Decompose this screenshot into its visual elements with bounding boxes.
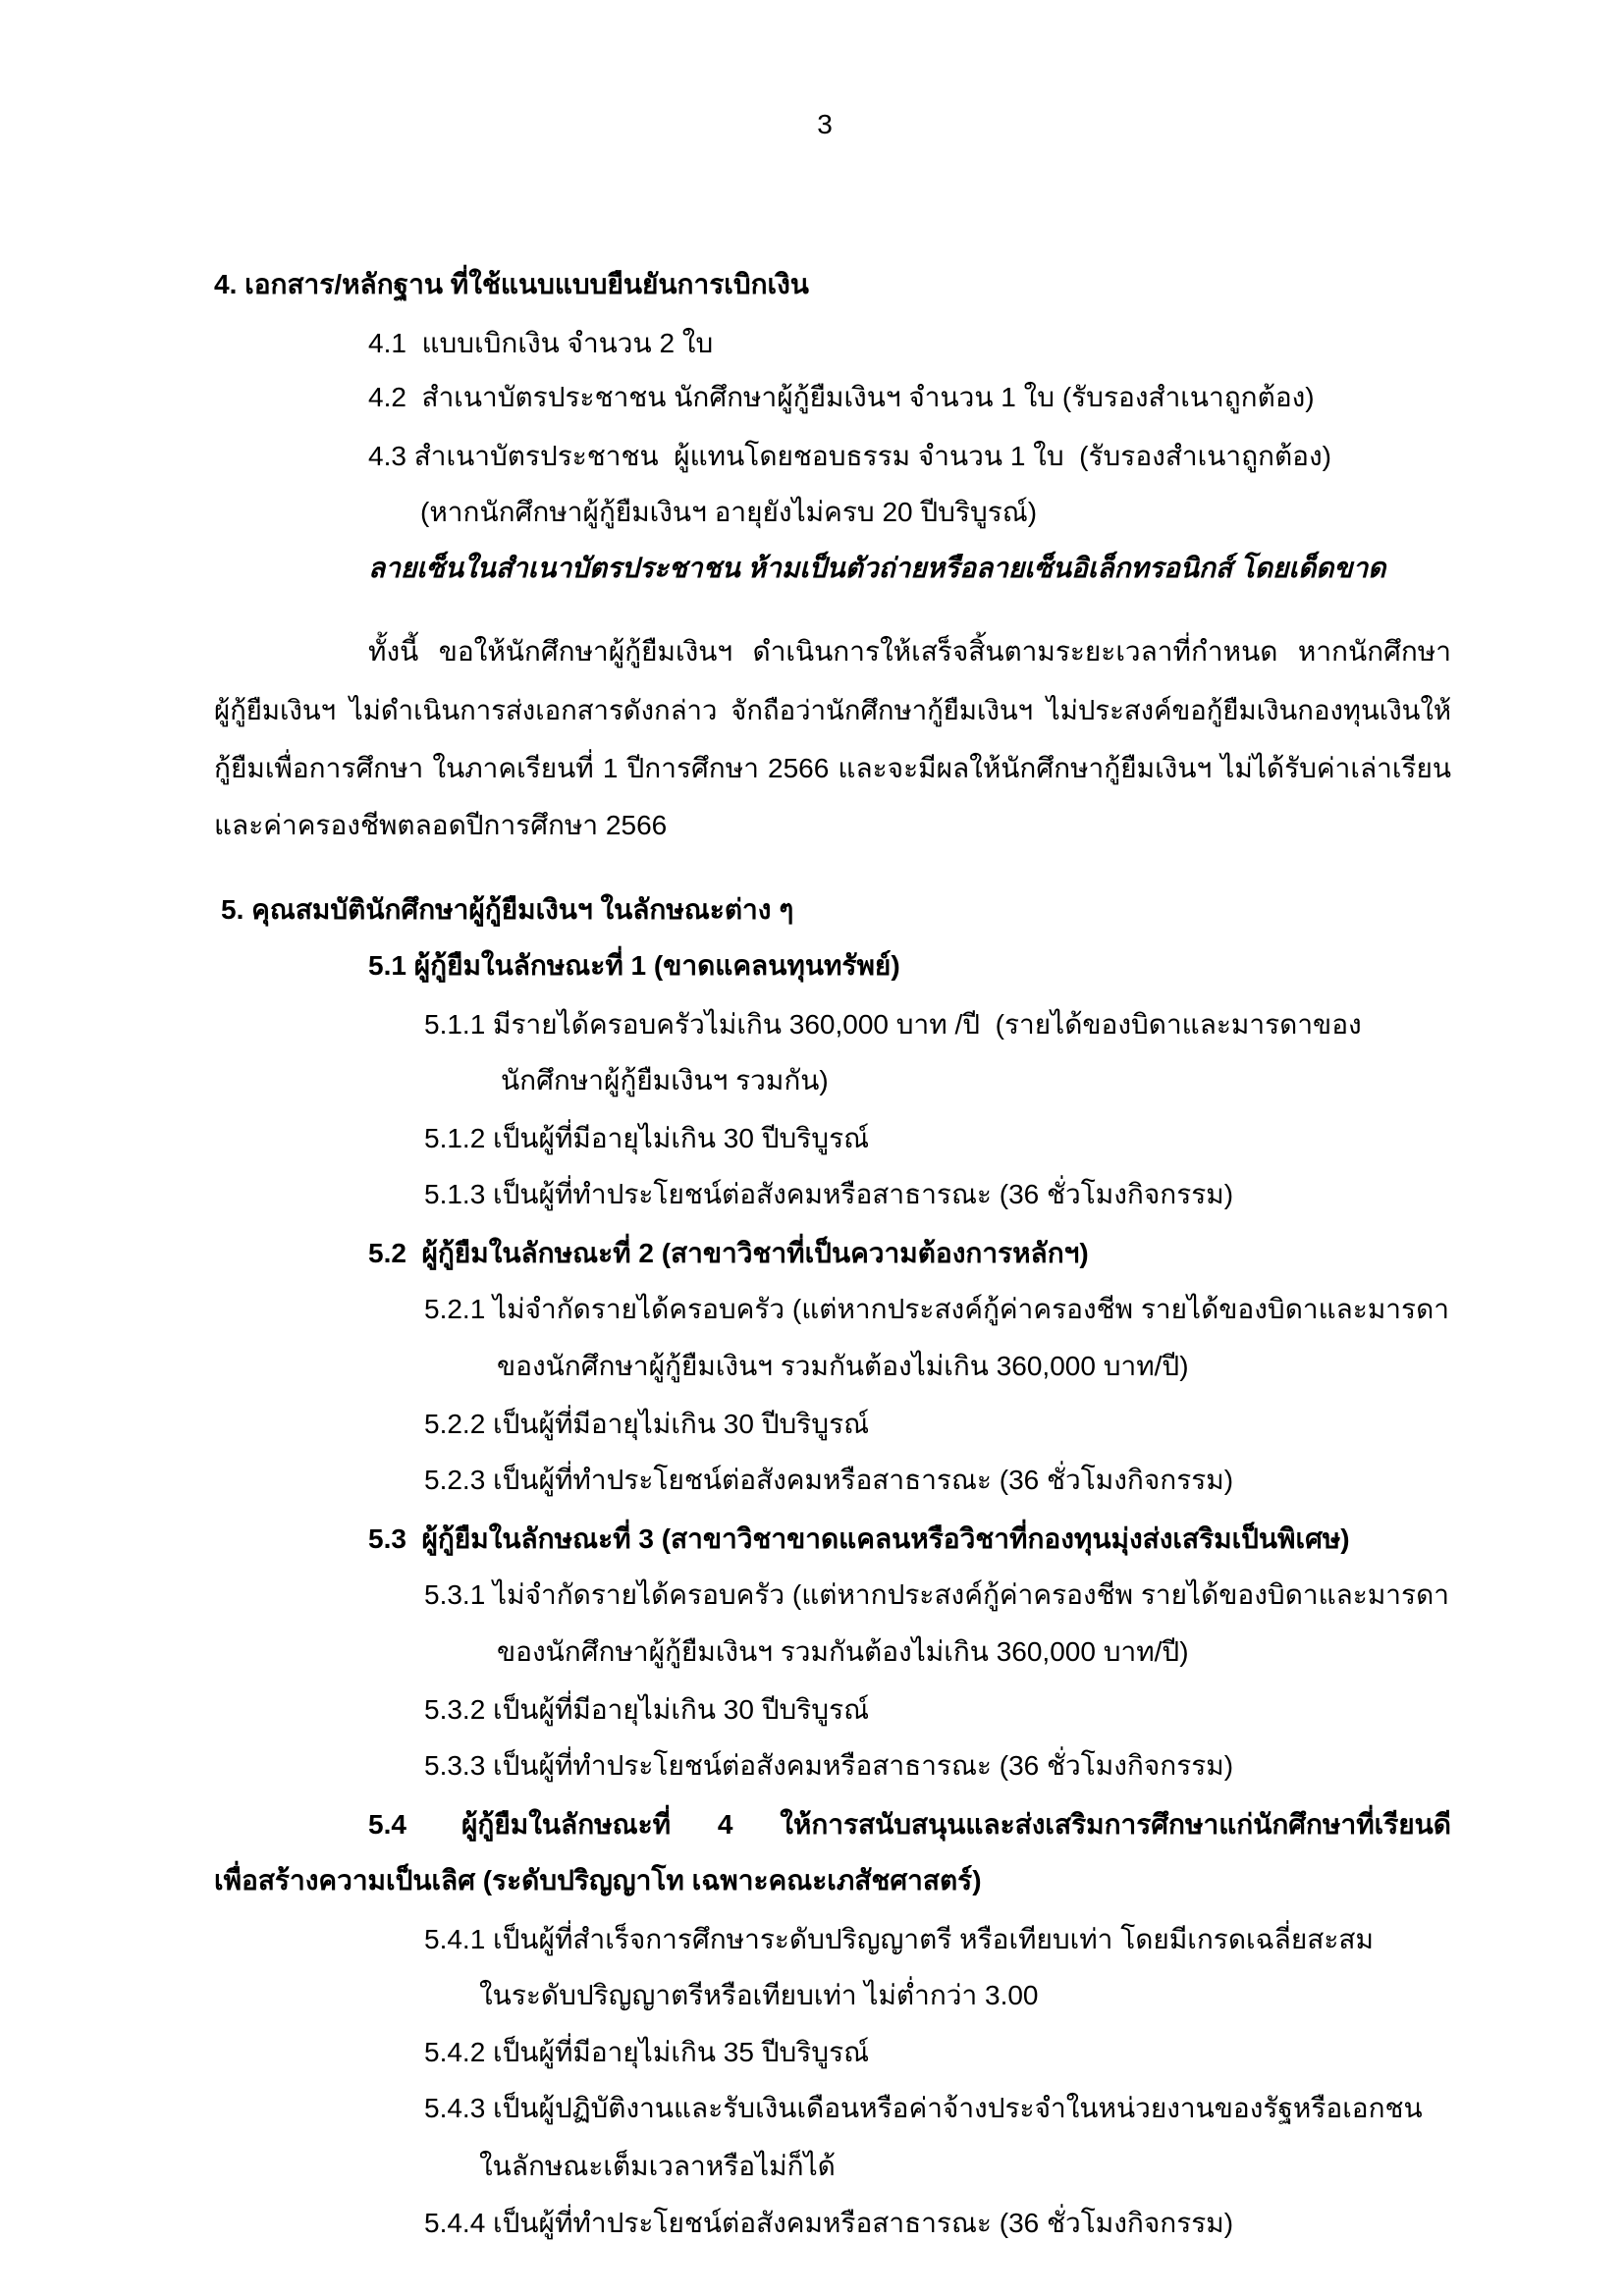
borrower-type-1-heading: 5.1 ผู้กู้ยืมในลักษณะที่ 1 (ขาดแคลนทุนทรัพย์): [368, 950, 900, 981]
borrower-type-2-heading: 5.2 ผู้กู้ยืมในลักษณะที่ 2 (สาขาวิชาที่เป็นความต้องการหลักฯ): [368, 1238, 1089, 1268]
page-number: 3: [817, 109, 833, 139]
criterion-5-3-1: 5.3.1 ไม่จำกัดรายได้ครอบครัว (แต่หากประสงค์กู้ค่าครองชีพ รายได้ของบิดาและมารดา: [424, 1579, 1449, 1610]
borrower-type-4-number: 5.4: [368, 1809, 406, 1840]
criterion-5-3-1-continuation: ของนักศึกษาผู้กู้ยืมเงินฯ รวมกันต้องไม่เกิน 360,000 บาท/ปี): [497, 1636, 1189, 1667]
item-4-2: 4.2 สำเนาบัตรประชาชน นักศึกษาผู้กู้ยืมเงินฯ จำนวน 1 ใบ (รับรองสำเนาถูกต้อง): [368, 382, 1315, 412]
criterion-5-4-4: 5.4.4 เป็นผู้ที่ทำประโยชน์ต่อสังคมหรือสาธารณะ (36 ชั่วโมงกิจกรรม): [424, 2208, 1234, 2238]
criterion-5-1-1-continuation: นักศึกษาผู้กู้ยืมเงินฯ รวมกัน): [501, 1065, 829, 1095]
borrower-type-3-heading: 5.3 ผู้กู้ยืมในลักษณะที่ 3 (สาขาวิชาขาดแคลนหรือวิชาที่กองทุนมุ่งส่งเสริมเป็นพิเศษ): [368, 1523, 1350, 1554]
criterion-5-1-1: 5.1.1 มีรายได้ครอบครัวไม่เกิน 360,000 บาท /ปี (รายได้ของบิดาและมารดาของ: [424, 1009, 1362, 1040]
criterion-5-4-2: 5.4.2 เป็นผู้ที่มีอายุไม่เกิน 35 ปีบริบูรณ์: [424, 2037, 870, 2067]
notice-paragraph-line: ทั้งนี้ ขอให้นักศึกษาผู้กู้ยืมเงินฯ ดำเนินการให้เสร็จสิ้นตามระยะเวลาที่กำหนด หากนักศึกษา: [368, 636, 1451, 667]
item-4-3: 4.3 สำเนาบัตรประชาชน ผู้แทนโดยชอบธรรม จำนวน 1 ใบ (รับรองสำเนาถูกต้อง): [368, 441, 1331, 471]
criterion-5-4-1: 5.4.1 เป็นผู้ที่สำเร็จการศึกษาระดับปริญญาตรี หรือเทียบเท่า โดยมีเกรดเฉลี่ยสะสม: [424, 1924, 1374, 1954]
criterion-5-1-2: 5.1.2 เป็นผู้ที่มีอายุไม่เกิน 30 ปีบริบูรณ์: [424, 1123, 870, 1153]
item-4-3-note: (หากนักศึกษาผู้กู้ยืมเงินฯ อายุยังไม่ครบ 20 ปีบริบูรณ์): [420, 497, 1038, 527]
criterion-5-3-2: 5.3.2 เป็นผู้ที่มีอายุไม่เกิน 30 ปีบริบูรณ์: [424, 1694, 870, 1725]
borrower-type-4-heading-continuation: เพื่อสร้างความเป็นเลิศ (ระดับปริญญาโท เฉพาะคณะเภสัชศาสตร์): [214, 1865, 982, 1896]
signature-warning: ลายเซ็นในสำเนาบัตรประชาชน ห้ามเป็นตัวถ่ายหรือลายเซ็นอิเล็กทรอนิกส์ โดยเด็ดขาด: [368, 553, 1386, 583]
section-4-heading: 4. เอกสาร/หลักฐาน ที่ใช้แนบแบบยืนยันการเบิกเงิน: [214, 269, 809, 299]
criterion-5-2-1-continuation: ของนักศึกษาผู้กู้ยืมเงินฯ รวมกันต้องไม่เกิน 360,000 บาท/ปี): [497, 1351, 1189, 1381]
criterion-5-1-3: 5.1.3 เป็นผู้ที่ทำประโยชน์ต่อสังคมหรือสาธารณะ (36 ชั่วโมงกิจกรรม): [424, 1179, 1234, 1209]
criterion-5-4-3-continuation: ในลักษณะเต็มเวลาหรือไม่ก็ได้: [479, 2151, 836, 2181]
notice-paragraph-line: ผู้กู้ยืมเงินฯ ไม่ดำเนินการส่งเอกสารดังกล่าว จักถือว่านักศึกษากู้ยืมเงินฯ ไม่ประสงค์ขอกู้ยืมเงินกองทุนเงินให้: [214, 695, 1451, 725]
section-5-heading: 5. คุณสมบัตินักศึกษาผู้กู้ยืมเงินฯ ในลักษณะต่าง ๆ: [221, 894, 794, 925]
notice-paragraph-line: กู้ยืมเพื่อการศึกษา ในภาคเรียนที่ 1 ปีการศึกษา 2566 และจะมีผลให้นักศึกษากู้ยืมเงินฯ ไม่ได้รับค่าเล่าเรียน: [214, 753, 1451, 783]
criterion-5-2-2: 5.2.2 เป็นผู้ที่มีอายุไม่เกิน 30 ปีบริบูรณ์: [424, 1409, 870, 1439]
criterion-5-2-1: 5.2.1 ไม่จำกัดรายได้ครอบครัว (แต่หากประสงค์กู้ค่าครองชีพ รายได้ของบิดาและมารดา: [424, 1294, 1449, 1324]
criterion-5-2-3: 5.2.3 เป็นผู้ที่ทำประโยชน์ต่อสังคมหรือสาธารณะ (36 ชั่วโมงกิจกรรม): [424, 1465, 1234, 1495]
criterion-5-4-3: 5.4.3 เป็นผู้ปฏิบัติงานและรับเงินเดือนหรือค่าจ้างประจำในหน่วยงานของรัฐหรือเอกชน: [424, 2093, 1423, 2123]
criterion-5-4-1-continuation: ในระดับปริญญาตรีหรือเทียบเท่า ไม่ต่ำกว่า 3.00: [479, 1980, 1039, 2010]
criterion-5-3-3: 5.3.3 เป็นผู้ที่ทำประโยชน์ต่อสังคมหรือสาธารณะ (36 ชั่วโมงกิจกรรม): [424, 1750, 1234, 1781]
notice-paragraph-line: และค่าครองชีพตลอดปีการศึกษา 2566: [214, 810, 668, 840]
item-4-1: 4.1 แบบเบิกเงิน จำนวน 2 ใบ: [368, 328, 714, 358]
borrower-type-4-heading: ผู้กู้ยืมในลักษณะที่ 4 ให้การสนับสนุนและส่งเสริมการศึกษาแก่นักศึกษาที่เรียนดี: [461, 1809, 1451, 1840]
